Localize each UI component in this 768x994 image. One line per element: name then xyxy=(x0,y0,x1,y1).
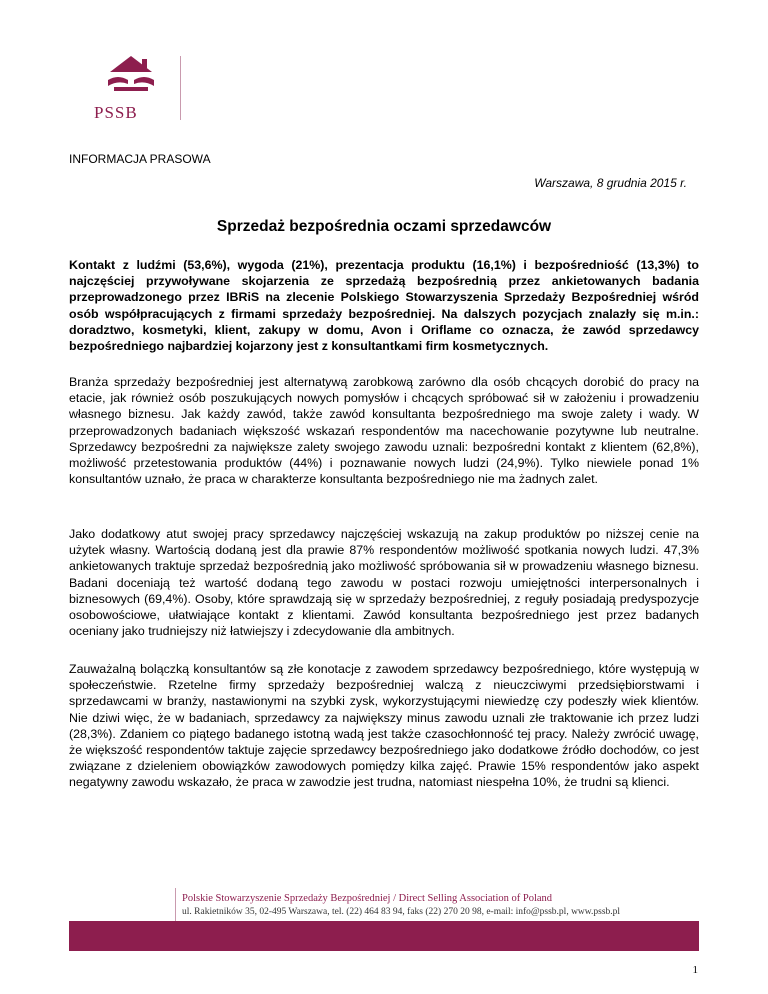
footer-contact: ul. Rakietników 35, 02-495 Warszawa, tel. (22) 464 83 94, faks (22) 270 20 98, e-mail: info@pssb.pl, www.pssb.pl xyxy=(182,907,621,917)
logo-text: PSSB xyxy=(94,103,138,122)
pssb-logo xyxy=(84,48,184,128)
body-paragraph: Jako dodatkowy atut swojej pracy sprzedawcy najczęściej wskazują na zakup produktów po niższej cenie na użytek własny. Wartością dodaną jest dla prawie 87% respondentów możliwość spotkania nowych ludzi. 47,3% ankietowanych traktuje sprzedaż bezpośrednią jako możliwość spróbowania sił w prowadzeniu własnego biznesu. Badani doceniają też wartość dodaną tego zawodu w postaci rozwoju umiejętności interpersonalnych i biznesowych (69,4%). Osoby, które sprawdzają się w sprzedaży bezpośredniej, z reguły posiadają predyspozycje osobowościowe, ułatwiające kontakt z klientami. Zawód konsultanta bezpośredniego jest przez badanych oceniany jako trudniejszy niż łatwiejszy i zdecydowanie dla ambitnych. xyxy=(69,527,699,639)
body-paragraph: Zauważalną bolączką konsultantów są złe konotacje z zawodem sprzedawcy bezpośredniego, które występują w społeczeństwie. Rzetelne firmy sprzedaży bezpośredniej walczą z nieuczciwymi przedsiębiorstwami i sprzedawcami w branży, nastawionymi na szybki zysk, wykorzystującymi niewiedzę czy podeszły wiek klientów. Nie dziwi więc, że w badaniach, sprzedawcy za największy minus zawodu uznali złe traktowanie ich przez ludzi (28,3%). Zdaniem co piątego badanego istotną wadą jest także czasochłonność tej pracy. Należy zwrócić uwagę, że większość respondentów taktuje zajęcie sprzedawcy bezpośredniego jako dodatkowe źródło dochodów, co jest związane z dzieleniem obowiązków zawodowych pomiędzy kilka zajęć. Prawie 15% respondentów jako aspekt negatywny zawodu wskazało, że praca w zawodzie jest trudna, natomiast niespełna 10%, że trudni są klienci. xyxy=(69,662,699,790)
lead-paragraph: Kontakt z ludźmi (53,6%), wygoda (21%), prezentacja produktu (16,1%) i bezpośredniość (13,3%) to najczęściej przywoływane skojarzenia ze sprzedażą bezpośrednią przez ankietowanych badania przeprowadzonego przez IBRiS na zlecenie Polskiego Stowarzyszenia Sprzedaży Bezpośredniej wśród osób współpracujących z firmami sprzedaży bezpośredniej. Na dalszych pozycjach znalazły się m.in.: doradztwo, kosmetyki, klient, zakupy w domu, Avon i Oriflame co oznacza, że zawód sprzedawcy bezpośredniego najbardziej kojarzony jest z konsultantkami firm kosmetycznych. xyxy=(69,258,699,354)
footer-color-bar xyxy=(69,921,699,951)
logo-divider xyxy=(180,56,181,120)
press-release-label: INFORMACJA PRASOWA xyxy=(69,152,211,166)
article-title: Sprzedaż bezpośrednia oczami sprzedawców xyxy=(216,218,552,235)
house-hands-logo-icon xyxy=(104,54,158,94)
date-line: Warszawa, 8 grudnia 2015 r. xyxy=(534,176,687,190)
footer-org-name: Polskie Stowarzyszenie Sprzedaży Bezpośredniej / Direct Selling Association of Poland xyxy=(182,893,553,904)
page-number: 1 xyxy=(692,964,698,976)
body-paragraph: Branża sprzedaży bezpośredniej jest alternatywą zarobkową zarówno dla osób chcących dorobić do pracy na etacie, jak również osób poszukujących nowych pomysłów i chcących spróbować sił w założeniu i prowadzeniu własnego biznesu. Jak każdy zawód, także zawód konsultanta bezpośredniego ma swoje zalety i wady. W przeprowadzonych badaniach większość wskazań respondentów ma nacechowanie pozytywne lub neutralne. Sprzedawcy bezpośredni za największe zalety swojego zawodu uznali: bezpośredni kontakt z klientem (62,8%), możliwość przetestowania produktów (44%) i poznawanie nowych ludzi (24,9%). Tylko niewiele ponad 1% konsultantów uznało, że praca w charakterze konsultanta bezpośredniego nie ma żadnych zalet. xyxy=(69,375,699,487)
